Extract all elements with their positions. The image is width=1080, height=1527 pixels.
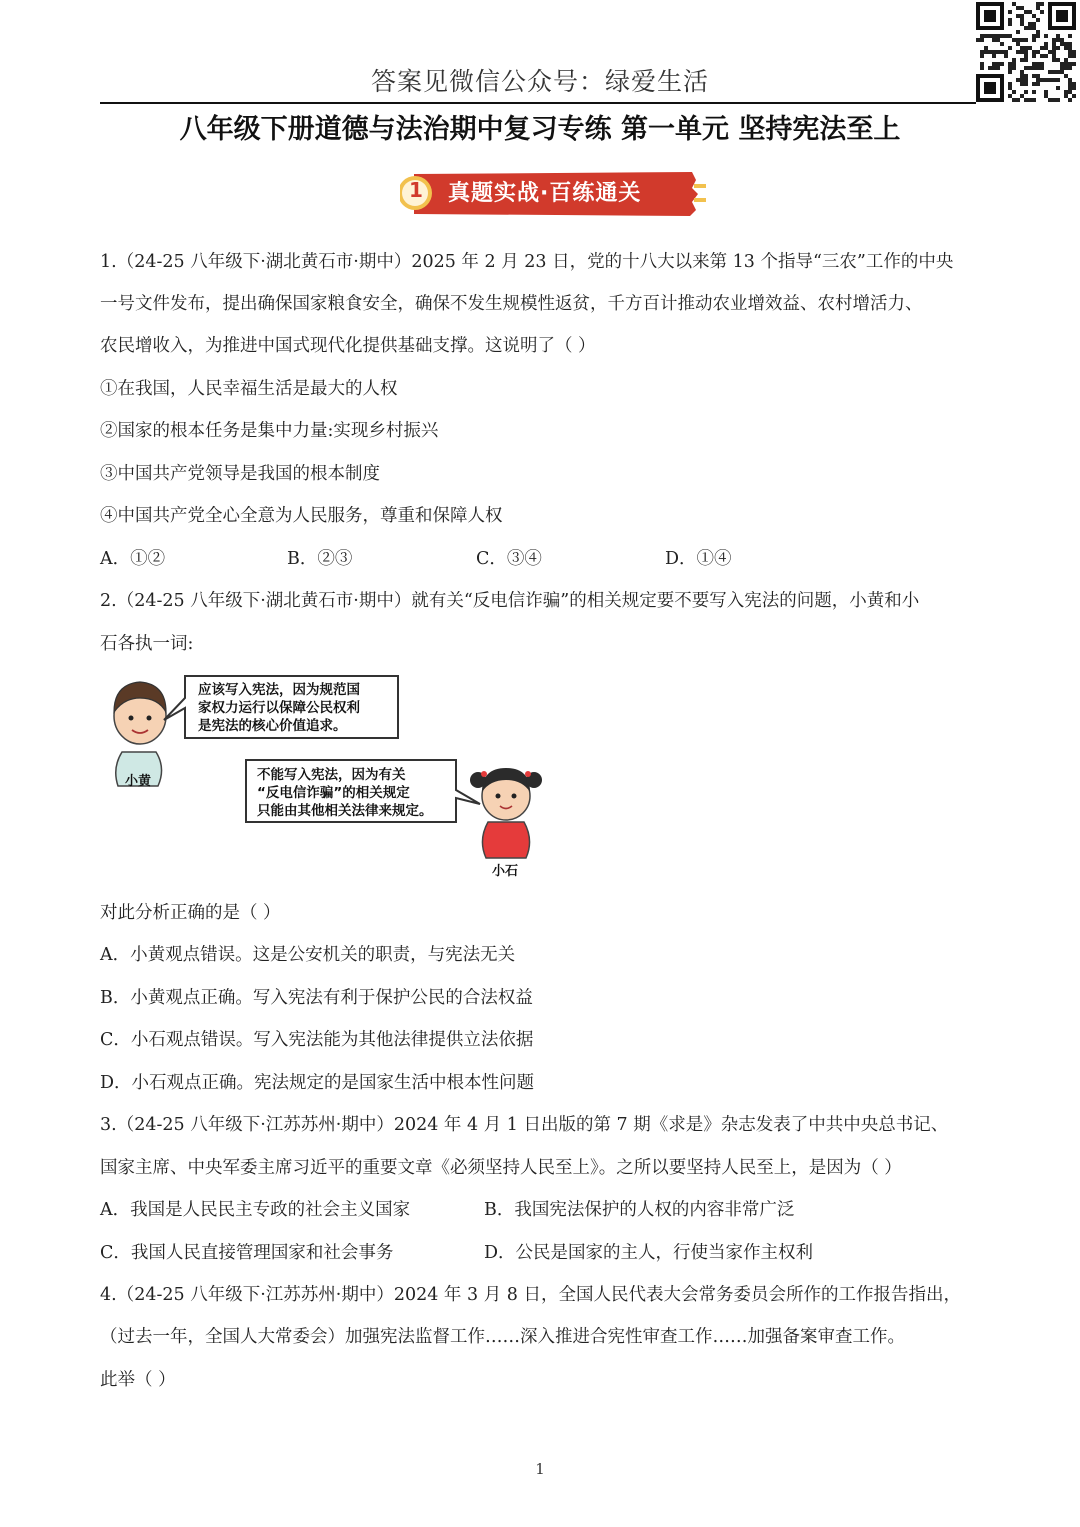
banner-label: 真题实战·百练通关 <box>448 181 642 206</box>
q2-stem-line: 石各执一词: <box>100 634 194 654</box>
q4-stem-line: 此举（ ） <box>100 1370 176 1390</box>
q3-option-b[interactable]: B．我国宪法保护的人权的内容非常广泛 <box>484 1200 795 1220</box>
q2-option-d[interactable]: D．小石观点正确。宪法规定的是国家生活中根本性问题 <box>100 1073 535 1093</box>
q1-statement: ④中国共产党全心全意为人民服务，尊重和保障人权 <box>100 506 503 526</box>
q2-stem-line: 2.（24-25 八年级下·湖北黄石市·期中）就有关“反电信诈骗”的相关规定要不要写入宪法的问题，小黄和小 <box>100 591 920 611</box>
page-number: 1 <box>535 1460 545 1478</box>
q4-stem-line: （过去一年，全国人大常委会）加强宪法监督工作……深入推进合宪性审查工作……加强备案审查工作。 <box>100 1327 905 1347</box>
q3-stem-line: 3.（24-25 八年级下·江苏苏州·期中）2024 年 4 月 1 日出版的第 7 期《求是》杂志发表了中共中央总书记、 <box>100 1115 949 1135</box>
q3-option-c[interactable]: C．我国人民直接管理国家和社会事务 <box>100 1243 394 1263</box>
shi-name-label: 小石 <box>492 864 519 879</box>
q1-option-b[interactable]: B．②③ <box>287 549 353 569</box>
q1-option-d[interactable]: D．①④ <box>665 549 732 569</box>
shi-speech-line: 不能写入宪法，因为有关 <box>257 767 406 783</box>
shi-speech-line: 只能由其他相关法律来规定。 <box>257 803 433 819</box>
q1-option-a[interactable]: A．①② <box>100 549 166 569</box>
q3-stem-line: 国家主席、中央军委主席习近平的重要文章《必须坚持人民至上》。之所以要坚持人民至上，是因为（ ） <box>100 1158 902 1178</box>
q1-option-c[interactable]: C．③④ <box>476 549 542 569</box>
q2-prompt: 对此分析正确的是（ ） <box>100 903 281 923</box>
huang-speech-line: 应该写入宪法，因为规范国 <box>198 682 360 698</box>
huang-speech-line: 家权力运行以保障公民权利 <box>198 700 360 716</box>
header-rule <box>100 102 976 104</box>
q1-statement: ①在我国，人民幸福生活是最大的人权 <box>100 379 398 399</box>
q2-option-c[interactable]: C．小石观点错误。写入宪法能为其他法律提供立法依据 <box>100 1030 534 1050</box>
q1-statement: ③中国共产党领导是我国的根本制度 <box>100 464 380 484</box>
q4-stem-line: 4.（24-25 八年级下·江苏苏州·期中）2024 年 3 月 8 日，全国人民代表大会常务委员会所作的工作报告指出， <box>100 1285 961 1305</box>
huang-name-label: 小黄 <box>125 774 152 789</box>
banner-number: 1 <box>409 178 423 202</box>
q2-option-a[interactable]: A．小黄观点错误。这是公安机关的职责，与宪法无关 <box>100 945 516 965</box>
q1-stem-line: 一号文件发布，提出确保国家粮食安全，确保不发生规模性返贫，千方百计推动农业增效益、农村增活力、 <box>100 294 923 314</box>
q1-stem-line: 农民增收入，为推进中国式现代化提供基础支撑。这说明了（ ） <box>100 336 596 356</box>
q2-option-b[interactable]: B．小黄观点正确。写入宪法有利于保护公民的合法权益 <box>100 988 533 1008</box>
q1-stem-line: 1.（24-25 八年级下·湖北黄石市·期中）2025 年 2 月 23 日，党的十八大以来第 13 个指导“三农”工作的中央 <box>100 252 954 272</box>
promo-header: 答案见微信公众号：绿爱生活 <box>370 67 709 96</box>
girl-figure <box>470 768 542 858</box>
page-title: 八年级下册道德与法治期中复习专练 第一单元 坚持宪法至上 <box>179 114 901 145</box>
shi-speech-line: “反电信诈骗”的相关规定 <box>257 785 410 801</box>
q3-option-d[interactable]: D．公民是国家的主人，行使当家作主权利 <box>484 1243 814 1263</box>
q3-option-a[interactable]: A．我国是人民民主专政的社会主义国家 <box>100 1200 411 1220</box>
q1-statement: ②国家的根本任务是集中力量:实现乡村振兴 <box>100 421 439 441</box>
huang-speech-line: 是宪法的核心价值追求。 <box>198 718 347 734</box>
